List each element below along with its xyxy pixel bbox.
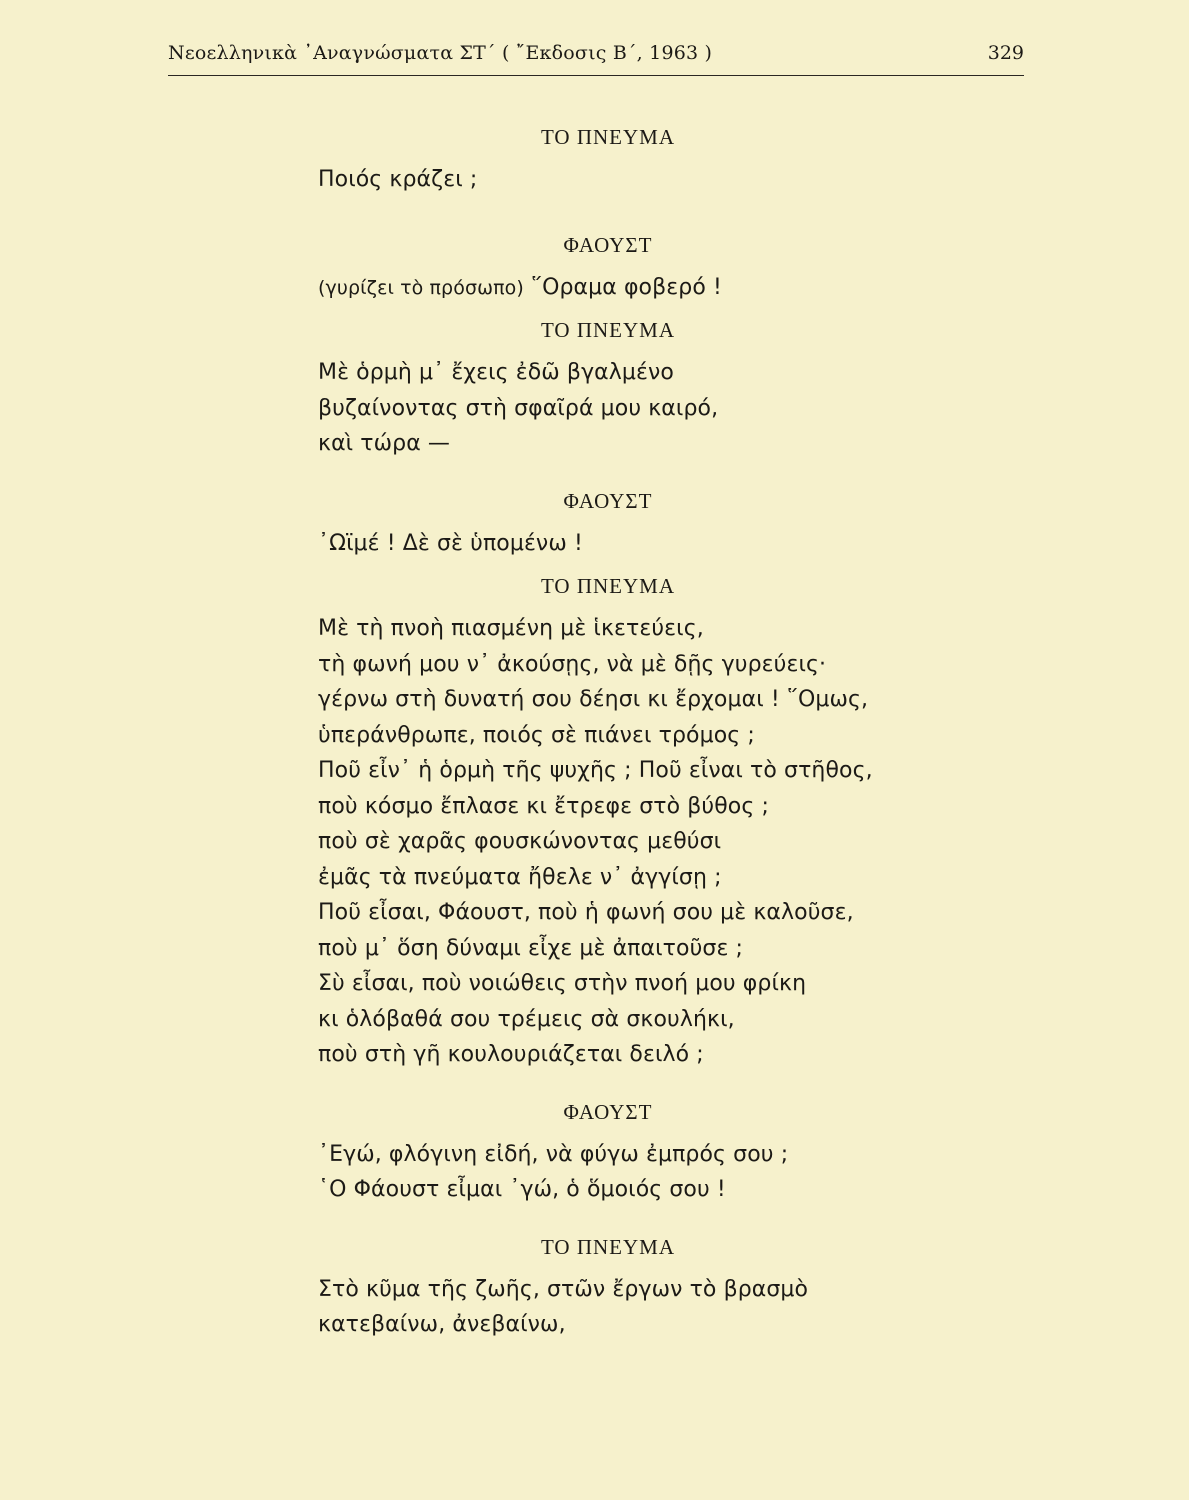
verse-line: Σὺ εἶσαι, ποὺ νοιώθεις στὴν πνοή μου φρίκη [318, 971, 807, 996]
stage-direction: (γυρίζει τὸ πρόσωπο) [318, 276, 524, 299]
verse-line: γέρνω στὴ δυνατή σου δέησι κι ἔρχομαι ! ῞Ομως, [318, 687, 869, 712]
speaker-label: ΦΑΟΥΣΤ [563, 232, 653, 257]
verse-line: κατεβαίνω, ἀνεβαίνω, [318, 1312, 566, 1337]
page-number: 329 [987, 42, 1024, 64]
verse-line: ποὺ σὲ χαρᾶς φουσκώνοντας μεθύσι [318, 829, 722, 854]
header-title: Νεοελληνικὰ ᾿Αναγνώσματα ΣΤ΄ ( ῎Εκδοσις Β΄, 1963 ) [168, 42, 713, 64]
verse-line: ᾿Ωϊμέ ! Δὲ σὲ ὑπομένω ! [318, 530, 583, 556]
verse-line: καὶ τώρα — [318, 431, 451, 456]
poem-body [318, 112, 1038, 1343]
verse-line: κι ὁλόβαθά σου τρέμεις σὰ σκουλήκι, [318, 1006, 735, 1032]
speaker-label: ΤΟ ΠΝΕΥΜΑ [540, 1234, 676, 1259]
running-header [168, 42, 1024, 72]
speaker-label: ΦΑΟΥΣΤ [563, 488, 653, 513]
verse-line: ποὺ κόσμο ἔπλασε κι ἔτρεφε στὸ βύθος ; [318, 793, 769, 819]
verse-line [318, 270, 1038, 306]
speaker-label: ΦΑΟΥΣΤ [563, 1099, 653, 1124]
verse-line: Ποιός κράζει ; [318, 167, 478, 192]
verse-line: Στὸ κῦμα τῆς ζωῆς, στῶν ἔργων τὸ βρασμὸ [318, 1276, 809, 1302]
header-rule [168, 75, 1024, 76]
verse-line: ποὺ στὴ γῆ κουλουριάζεται δειλό ; [318, 1042, 704, 1067]
verse-line: ἐμᾶς τὰ πνεύματα ἤθελε ν᾽ ἀγγίσῃ ; [318, 864, 722, 890]
verse-line: ᾿Εγώ, φλόγινη εἰδή, νὰ φύγω ἐμπρός σου ; [318, 1141, 789, 1167]
verse-line: Μὲ τὴ πνοὴ πιασμένη μὲ ἱκετεύεις, [318, 616, 704, 641]
verse-line: τὴ φωνή μου ν᾽ ἀκούσῃς, νὰ μὲ δῇς γυρεύεις· [318, 651, 827, 677]
speaker-label: ΤΟ ΠΝΕΥΜΑ [540, 125, 676, 149]
verse-line: ὑπεράνθρωπε, ποιός σὲ πιάνει τρόμος ; [318, 722, 755, 748]
verse-line: βυζαίνοντας στὴ σφαῖρά μου καιρό, [318, 395, 719, 421]
verse-line: Ποῦ εἶν᾽ ἡ ὁρμὴ τῆς ψυχῆς ; Ποῦ εἶναι τὸ στῆθος, [318, 758, 873, 783]
verse-line: Μὲ ὁρμὴ μ᾽ ἔχεις ἐδῶ βγαλμένο [318, 360, 674, 385]
verse-line: ποὺ μ᾽ ὅση δύναμι εἶχε μὲ ἀπαιτοῦσε ; [318, 935, 744, 961]
verse-line: Ποῦ εἶσαι, Φάουστ, ποὺ ἡ φωνή σου μὲ καλοῦσε, [318, 900, 854, 925]
verse-text: ῞Οραμα φοβερό ! [530, 274, 722, 300]
verse-line: ῾Ο Φάουστ εἶμαι ᾽γώ, ὁ ὅμοιός σου ! [318, 1177, 726, 1202]
speaker-label: ΤΟ ΠΝΕΥΜΑ [540, 318, 676, 342]
speaker-label: ΤΟ ΠΝΕΥΜΑ [540, 574, 676, 598]
